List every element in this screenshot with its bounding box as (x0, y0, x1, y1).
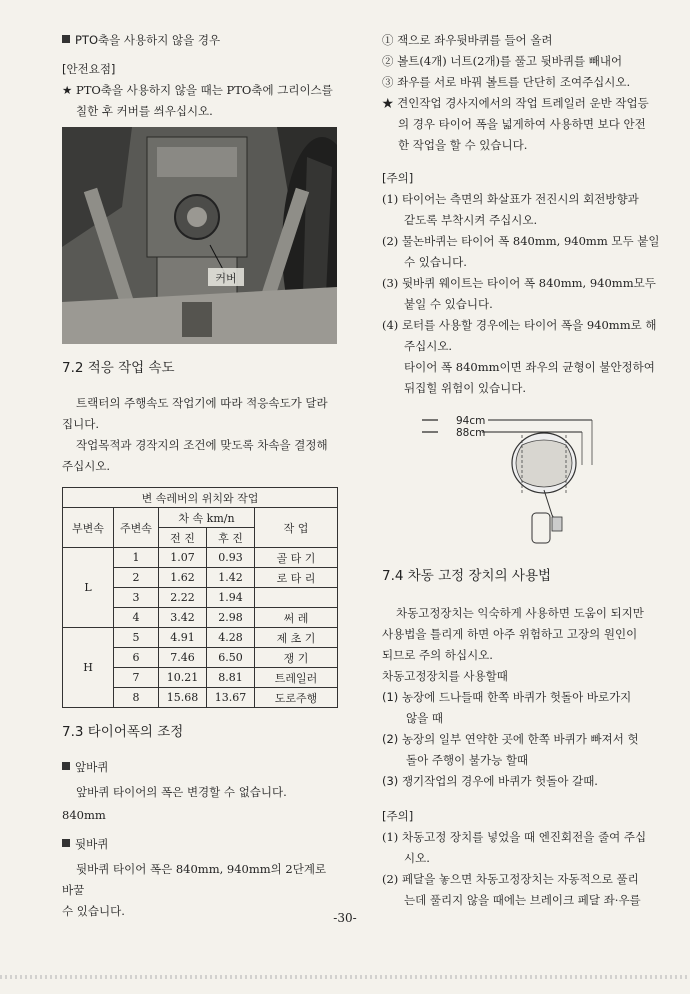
caution-title: [주의] (382, 171, 414, 185)
caution-item: 수 있습니다. (404, 255, 467, 269)
paragraph: 작업목적과 경작지의 조건에 맞도록 차속을 결정해 (76, 438, 328, 452)
reverse-speed-cell: 0.93 (207, 548, 255, 568)
label-88cm: 88cm (456, 427, 486, 439)
paragraph: 되므로 주의 하십시오. (382, 648, 493, 662)
main-shift-cell: 1 (114, 548, 159, 568)
pto-heading: PTO축을 사용하지 않을 경우 (62, 30, 338, 51)
paragraph: 뒷바퀴 타이어 폭은 840mm, 940mm의 2단계로 바꿀 (62, 862, 327, 897)
right-column (382, 30, 664, 911)
forward-speed-cell: 10.21 (159, 668, 207, 688)
scan-edge-artifact (0, 975, 690, 979)
header-reverse: 후 진 (207, 528, 255, 548)
table-caption: 변 속레버의 위치와 작업 (63, 488, 338, 508)
paragraph: 앞바퀴 타이어의 폭은 변경할 수 없습니다. (76, 785, 287, 799)
main-shift-cell: 5 (114, 628, 159, 648)
caution-item: (1) 차동고정 장치를 넣었을 때 엔진회전을 줄여 주십 (382, 830, 647, 844)
safety-line: ★ PTO축을 사용하지 않을 때는 PTO축에 그리이스를 (62, 83, 333, 97)
caution-item: (4) 로터를 사용할 경우에는 타이어 폭을 940mm로 해 (382, 318, 657, 332)
paragraph: 수 있습니다. (62, 904, 125, 918)
when-item: 돌아 주행이 불가능 할때 (406, 753, 529, 767)
forward-speed-cell: 1.62 (159, 568, 207, 588)
reverse-speed-cell: 2.98 (207, 608, 255, 628)
main-shift-cell: 8 (114, 688, 159, 708)
page-number: -30- (333, 911, 357, 925)
when-title: 차동고정장치를 사용할때 (382, 669, 508, 683)
caution-item: 시오. (404, 851, 430, 865)
square-bullet-icon (62, 762, 70, 770)
forward-speed-cell: 3.42 (159, 608, 207, 628)
rear-wheel-heading: 뒷바퀴 (62, 834, 338, 855)
reverse-speed-cell: 13.67 (207, 688, 255, 708)
work-cell: 제 초 기 (255, 628, 338, 648)
paragraph: 사용법을 틀리게 하면 아주 위험하고 고장의 원인이 (382, 627, 638, 641)
star-note: ★ 견인작업 경사지에서의 작업 트레일러 운반 작업등 (382, 96, 649, 110)
reverse-speed-cell: 1.94 (207, 588, 255, 608)
caution-item: 타이어 폭 840mm이면 좌우의 균형이 불안정하여 (404, 360, 655, 374)
front-wheel-heading: 앞바퀴 (62, 757, 338, 778)
star-note: 한 작업을 할 수 있습니다. (398, 138, 528, 152)
square-bullet-icon (62, 35, 70, 43)
sub-shift-cell: L (63, 548, 114, 628)
work-cell: 쟁 기 (255, 648, 338, 668)
forward-speed-cell: 1.07 (159, 548, 207, 568)
forward-speed-cell: 15.68 (159, 688, 207, 708)
header-sub-shift: 부변속 (63, 508, 114, 548)
reverse-speed-cell: 8.81 (207, 668, 255, 688)
pto-cover-photo (62, 127, 337, 344)
work-cell: 도로주행 (255, 688, 338, 708)
main-shift-cell: 4 (114, 608, 159, 628)
work-cell: 로 타 리 (255, 568, 338, 588)
step-item: ① 잭으로 좌우뒷바퀴를 들어 올려 (382, 33, 553, 47)
when-item: (1) 농장에 드나들때 한쪽 바퀴가 헛돌아 바로가지 (382, 690, 632, 704)
caution-item: 붙일 수 있습니다. (404, 297, 493, 311)
header-forward: 전 진 (159, 528, 207, 548)
reverse-speed-cell: 1.42 (207, 568, 255, 588)
square-bullet-icon (62, 839, 70, 847)
main-shift-cell: 2 (114, 568, 159, 588)
section-7-4-title: 7.4 차동 고정 장치의 사용법 (382, 568, 552, 584)
caution-item: 는데 풀리지 않을 때에는 브레이크 페달 좌·우를 (404, 893, 641, 907)
caution-item: (2) 물논바퀴는 타이어 폭 840mm, 940mm 모두 붙일 (382, 234, 660, 248)
forward-speed-cell: 4.91 (159, 628, 207, 648)
caution-item: 주십시오. (404, 339, 453, 353)
safety-line: 칠한 후 커버를 씌우십시오. (76, 104, 213, 118)
label-94cm: 94cm (456, 415, 486, 427)
tractor-rear-illustration (62, 127, 337, 344)
paragraph: 주십시오. (62, 459, 111, 473)
caution-item: 뒤집힐 위험이 있습니다. (404, 381, 527, 395)
when-item: 않을 때 (406, 711, 443, 725)
caution-item: (3) 뒷바퀴 웨이트는 타이어 폭 840mm, 940mm모두 (382, 276, 656, 290)
step-item: ③ 좌우를 서로 바꿔 볼트를 단단히 조여주십시오. (382, 75, 631, 89)
work-cell: 트레일러 (255, 668, 338, 688)
caution-item: (1) 타이어는 측면의 화살표가 전진시의 회전방향과 (382, 192, 639, 206)
section-7-3-title: 7.3 타이어폭의 조정 (62, 724, 184, 740)
when-item: (3) 쟁기작업의 경우에 바퀴가 헛돌아 갈때. (382, 774, 598, 788)
left-column (62, 30, 338, 922)
star-note: 의 경우 타이어 폭을 넓게하여 사용하면 보다 안전 (398, 117, 646, 131)
tire-track-diagram-svg (382, 405, 664, 560)
work-cell: 골 타 기 (255, 548, 338, 568)
step-item: ② 볼트(4개) 너트(2개)를 풀고 뒷바퀴를 빼내어 (382, 54, 623, 68)
forward-speed-cell: 7.46 (159, 648, 207, 668)
main-shift-cell: 6 (114, 648, 159, 668)
reverse-speed-cell: 6.50 (207, 648, 255, 668)
caution-item: 같도록 부착시켜 주십시오. (404, 213, 538, 227)
work-cell (255, 588, 338, 608)
reverse-speed-cell: 4.28 (207, 628, 255, 648)
header-work: 작 업 (255, 508, 338, 548)
tire-width-diagram (382, 405, 664, 560)
speed-table (62, 487, 338, 708)
section-7-2-title: 7.2 적응 작업 속도 (62, 360, 175, 376)
main-shift-cell: 3 (114, 588, 159, 608)
header-main-shift: 주변속 (114, 508, 159, 548)
main-shift-cell: 7 (114, 668, 159, 688)
paragraph: 집니다. (62, 417, 99, 431)
caution-item: (2) 페달을 놓으면 차동고정장치는 자동적으로 풀리 (382, 872, 639, 886)
paragraph: 트랙터의 주행속도 작업기에 따라 적응속도가 달라 (76, 396, 328, 410)
table-row (63, 628, 338, 648)
sub-shift-cell: H (63, 628, 114, 708)
table-row (63, 548, 338, 568)
when-item: (2) 농장의 일부 연약한 곳에 한쪽 바퀴가 빠져서 헛 (382, 732, 639, 746)
forward-speed-cell: 2.22 (159, 588, 207, 608)
header-speed: 차 속 km/n (159, 508, 255, 528)
paragraph: 차동고정장치는 익숙하게 사용하면 도움이 되지만 (396, 606, 644, 620)
work-cell: 써 레 (255, 608, 338, 628)
front-size: 840mm (62, 808, 106, 822)
safety-title: [안전요점] (62, 62, 116, 76)
photo-label-cover: 커버 (215, 272, 237, 285)
caution2-title: [주의] (382, 809, 414, 823)
